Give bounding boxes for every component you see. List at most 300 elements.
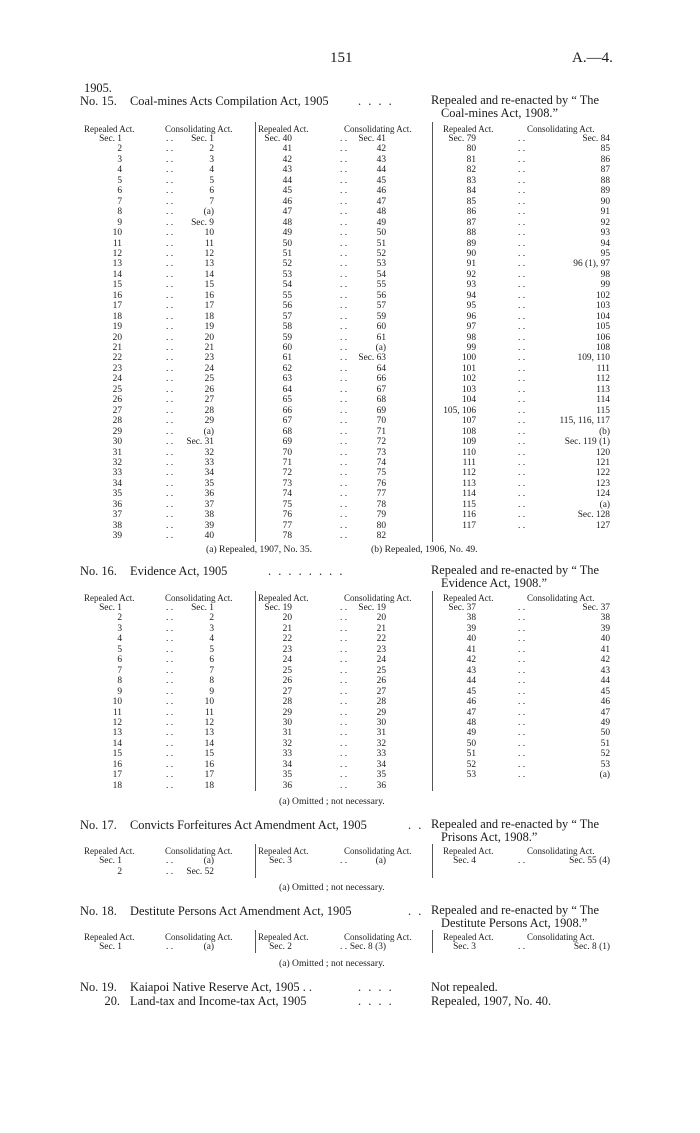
consolidating-section: Sec. 19 [358, 603, 386, 613]
leader-dots: . . [340, 499, 348, 510]
column-divider [255, 591, 256, 791]
consolidating-section: 13 [204, 728, 214, 739]
consolidating-section: 26 [204, 384, 214, 395]
column-divider [255, 122, 256, 542]
repealed-section: 19 [112, 322, 122, 333]
leader-dots: . . [518, 165, 526, 176]
repealed-section: Sec. 1 [99, 603, 122, 613]
leader-dots: . . [166, 301, 174, 312]
leader-dots: . . [518, 207, 526, 218]
leader-dots: . . [340, 603, 348, 613]
repealed-section: 8 [117, 207, 122, 218]
leader-dots: . . [340, 613, 348, 624]
repealed-section: 78 [282, 531, 292, 542]
consolidating-section: 17 [204, 770, 214, 781]
repealed-section: 103 [461, 384, 476, 395]
consolidating-section: 20 [376, 613, 386, 624]
repealed-section: 18 [112, 311, 122, 322]
consolidating-section: 53 [600, 759, 610, 770]
leader-dots: . . [166, 269, 174, 280]
section-18-table [0, 932, 700, 956]
repealed-section: 36 [112, 499, 122, 510]
consolidating-section: 112 [596, 374, 610, 385]
leader-dots: . . [340, 770, 348, 781]
repealed-section: 3 [117, 154, 122, 165]
repealed-section: 9 [117, 217, 122, 228]
leader-dots: . . . . [358, 994, 394, 1008]
section-number: No. 16. [80, 564, 117, 578]
consolidating-section: (a) [599, 499, 610, 510]
consolidating-section: 102 [595, 290, 610, 301]
consolidating-section: 94 [600, 238, 610, 249]
consolidating-section: 60 [376, 322, 386, 333]
consolidating-section: 70 [376, 416, 386, 427]
consolidating-section: 29 [204, 416, 214, 427]
repealed-section: 76 [282, 510, 292, 521]
repealed-section: 30 [112, 437, 122, 448]
section-15-status [431, 94, 599, 120]
repealed-section: 10 [112, 228, 122, 239]
repealed-section: 2 [117, 613, 122, 624]
status-line-2: Evidence Act, 1908.” [441, 576, 547, 590]
repealed-section: 15 [112, 749, 122, 760]
consolidating-section: 106 [595, 332, 610, 343]
column-header-repealed: Repealed Act. [84, 932, 135, 942]
consolidating-section: 39 [204, 520, 214, 531]
consolidating-section: 24 [204, 363, 214, 374]
section-15-table [0, 124, 700, 544]
column-header-repealed: Repealed Act. [443, 932, 494, 942]
repealed-section: 13 [112, 728, 122, 739]
repealed-section: 35 [282, 770, 292, 781]
leader-dots: . . [518, 405, 526, 416]
consolidating-section: 36 [204, 489, 214, 500]
year-label: 1905. [84, 81, 112, 95]
section-17-table [0, 846, 700, 880]
consolidating-section: 27 [376, 686, 386, 697]
leader-dots: . . [166, 363, 174, 374]
leader-dots: . . [166, 697, 174, 708]
status-line-2: Prisons Act, 1908.” [441, 830, 538, 844]
leader-dots: . . [340, 228, 348, 239]
leader-dots: . . [166, 634, 174, 645]
repealed-section: 31 [112, 447, 122, 458]
repealed-section: 31 [282, 728, 292, 739]
column-header-consolidating: Consolidating Act. [344, 593, 412, 603]
consolidating-section: 105 [595, 322, 610, 333]
consolidating-section: 92 [600, 217, 610, 228]
repealed-section: 110 [462, 447, 476, 458]
repealed-section: 50 [282, 238, 292, 249]
consolidating-section: 45 [600, 686, 610, 697]
leader-dots: . . [340, 280, 348, 291]
repealed-section: 70 [282, 447, 292, 458]
leader-dots: . . [518, 384, 526, 395]
repealed-section: 4 [117, 165, 122, 176]
consolidating-section: 52 [376, 248, 386, 259]
leader-dots: . . [340, 217, 348, 228]
repealed-section: 67 [282, 416, 292, 427]
section-19-status: Not repealed. [431, 980, 498, 994]
consolidating-section: (b) [599, 426, 610, 437]
repealed-section: 98 [466, 332, 476, 343]
column-header-repealed: Repealed Act. [84, 124, 135, 134]
repealed-section: Sec. 1 [99, 856, 122, 866]
repealed-section: Sec. 37 [448, 603, 476, 613]
repealed-section: 21 [112, 343, 122, 353]
column-header-consolidating: Consolidating Act. [527, 593, 595, 603]
consolidating-section: 2 [209, 144, 214, 155]
status-line-1: Repealed and re-enacted by “ The [431, 817, 599, 831]
leader-dots: . . [166, 613, 174, 624]
section-16-table [0, 593, 700, 793]
repealed-section: 15 [112, 280, 122, 291]
consolidating-section: 44 [600, 676, 610, 687]
consolidating-section: 75 [376, 468, 386, 479]
leader-dots: . . [166, 374, 174, 385]
consolidating-section: 47 [600, 707, 610, 718]
leader-dots: . . [166, 175, 174, 186]
section-title: Land-tax and Income-tax Act, 1905 [130, 994, 307, 1008]
consolidating-section: 5 [209, 175, 214, 186]
section-number: No. 18. [80, 904, 117, 918]
consolidating-section: 25 [204, 374, 214, 385]
repealed-section: 62 [282, 363, 292, 374]
consolidating-section: 46 [600, 697, 610, 708]
page-number: 151 [330, 50, 353, 66]
consolidating-section: 67 [376, 384, 386, 395]
consolidating-section: 43 [600, 665, 610, 676]
repealed-section: 21 [282, 623, 292, 634]
repealed-section: Sec. 4 [453, 856, 476, 866]
consolidating-section: 103 [595, 301, 610, 312]
leader-dots: . . [340, 363, 348, 374]
repealed-section: 48 [282, 217, 292, 228]
repealed-section: 45 [466, 686, 476, 697]
leader-dots: . . [518, 686, 526, 697]
leader-dots: . . [340, 248, 348, 259]
consolidating-section: 71 [376, 426, 386, 437]
leader-dots: . . [340, 686, 348, 697]
repealed-section: Sec. 3 [269, 856, 292, 866]
leader-dots: . . [518, 437, 526, 448]
repealed-section: 28 [112, 416, 122, 427]
status-line-2: Destitute Persons Act, 1908.” [441, 916, 588, 930]
consolidating-section: 64 [376, 363, 386, 374]
repealed-section: 41 [282, 144, 292, 155]
consolidating-section: 24 [376, 655, 386, 666]
consolidating-section: 120 [595, 447, 610, 458]
repealed-section: 47 [466, 707, 476, 718]
column-divider [255, 844, 256, 878]
leader-dots: . . [518, 728, 526, 739]
consolidating-section: Sec. 37 [582, 603, 610, 613]
leader-dots: . . [518, 269, 526, 280]
consolidating-section: 86 [600, 154, 610, 165]
repealed-section: 95 [466, 301, 476, 312]
repealed-section: 104 [461, 395, 476, 406]
repealed-section: 102 [461, 374, 476, 385]
repealed-section: 66 [282, 405, 292, 416]
consolidating-section: 115 [596, 405, 610, 416]
consolidating-section: 122 [595, 468, 610, 479]
consolidating-section: (a) [203, 942, 214, 952]
repealed-section: 12 [112, 717, 122, 728]
repealed-section: 48 [466, 717, 476, 728]
consolidating-section: 6 [209, 655, 214, 666]
leader-dots: . . [166, 499, 174, 510]
leader-dots: . . [166, 867, 174, 877]
consolidating-section: 33 [204, 457, 214, 468]
repealed-section: 72 [282, 468, 292, 479]
column-header-consolidating: Consolidating Act. [344, 846, 412, 856]
consolidating-section: 45 [376, 175, 386, 186]
consolidating-section: (a) [599, 770, 610, 781]
consolidating-section: 35 [204, 478, 214, 489]
repealed-section: 23 [282, 644, 292, 655]
leader-dots: . . [166, 707, 174, 718]
leader-dots: . . [518, 603, 526, 613]
repealed-section: 9 [117, 686, 122, 697]
section-17-status [431, 818, 599, 844]
leader-dots: . . [340, 707, 348, 718]
repealed-section: 112 [462, 468, 476, 479]
consolidating-section: 28 [204, 405, 214, 416]
leader-dots: . . [340, 644, 348, 655]
leader-dots: . . [166, 728, 174, 739]
consolidating-section: 4 [209, 165, 214, 176]
leader-dots: . . [340, 676, 348, 687]
section-title: Destitute Persons Act Amendment Act, 1905 [130, 904, 352, 918]
repealed-section: 99 [466, 343, 476, 353]
leader-dots: . . [166, 447, 174, 458]
consolidating-section: 98 [600, 269, 610, 280]
repealed-section: 43 [466, 665, 476, 676]
leader-dots: . . [518, 186, 526, 197]
column-divider [432, 591, 433, 791]
repealed-section: 33 [282, 749, 292, 760]
repealed-section: 14 [112, 738, 122, 749]
consolidating-section: 28 [376, 697, 386, 708]
leader-dots: . . [518, 248, 526, 259]
consolidating-section: 20 [204, 332, 214, 343]
consolidating-section: Sec. 128 [577, 510, 610, 521]
consolidating-section: 42 [376, 144, 386, 155]
leader-dots: . . [518, 644, 526, 655]
consolidating-section: 50 [600, 728, 610, 739]
leader-dots: . . [340, 942, 348, 952]
repealed-section: 81 [466, 154, 476, 165]
consolidating-section: 13 [204, 259, 214, 270]
leader-dots: . . [340, 207, 348, 218]
leader-dots: . . [340, 384, 348, 395]
repealed-section: 26 [112, 395, 122, 406]
repealed-section: 7 [117, 665, 122, 676]
repealed-section: 113 [462, 478, 476, 489]
consolidating-section: 78 [376, 499, 386, 510]
repealed-section: 73 [282, 478, 292, 489]
repealed-section: 52 [466, 759, 476, 770]
leader-dots: . . [518, 510, 526, 521]
leader-dots: . . [166, 770, 174, 781]
repealed-section: 2 [117, 867, 122, 877]
consolidating-section: 23 [204, 353, 214, 364]
column-header-repealed: Repealed Act. [84, 846, 135, 856]
leader-dots: . . [340, 301, 348, 312]
section-number: No. 19. [80, 980, 117, 994]
section-title: Kaiapoi Native Reserve Act, 1905 . . [130, 980, 313, 994]
leader-dots: . . [340, 311, 348, 322]
column-divider [432, 930, 433, 953]
consolidating-section: 68 [376, 395, 386, 406]
column-header-repealed: Repealed Act. [258, 846, 309, 856]
repealed-section: 41 [466, 644, 476, 655]
leader-dots: . . [340, 780, 348, 791]
repealed-section: 111 [462, 457, 476, 468]
leader-dots: . . [518, 468, 526, 479]
leader-dots: . . [518, 738, 526, 749]
repealed-section: 3 [117, 623, 122, 634]
consolidating-section: 27 [204, 395, 214, 406]
consolidating-section: 42 [600, 655, 610, 666]
leader-dots: . . [518, 759, 526, 770]
consolidating-section: 11 [204, 238, 214, 249]
consolidating-section: 51 [600, 738, 610, 749]
repealed-section: 29 [282, 707, 292, 718]
repealed-section: 17 [112, 301, 122, 312]
leader-dots: . . [166, 717, 174, 728]
column-header-repealed: Repealed Act. [443, 124, 494, 134]
repealed-section: Sec. 1 [99, 134, 122, 144]
leader-dots: . . [340, 623, 348, 634]
consolidating-section: 91 [600, 207, 610, 218]
repealed-section: 116 [462, 510, 476, 521]
status-line-2: Coal-mines Act, 1908.” [441, 106, 559, 120]
leader-dots: . . [518, 489, 526, 500]
repealed-section: 27 [112, 405, 122, 416]
consolidating-section: (a) [203, 207, 214, 218]
consolidating-section: 41 [600, 644, 610, 655]
repealed-section: 29 [112, 426, 122, 437]
leader-dots: . . [166, 134, 174, 144]
consolidating-section: 54 [376, 269, 386, 280]
leader-dots: . . [166, 531, 174, 542]
consolidating-section: Sec. 9 [191, 217, 214, 228]
column-header-consolidating: Consolidating Act. [165, 593, 233, 603]
consolidating-section: Sec. 55 (4) [569, 856, 610, 866]
leader-dots: . . [518, 416, 526, 427]
consolidating-section: 49 [600, 717, 610, 728]
consolidating-section: 124 [595, 489, 610, 500]
leader-dots: . . [340, 457, 348, 468]
leader-dots: . . [340, 531, 348, 542]
consolidating-section: 44 [376, 165, 386, 176]
section-title: Convicts Forfeitures Act Amendment Act, 1905 [130, 818, 367, 832]
footnote-a: (a) Repealed, 1907, No. 35. [206, 544, 313, 555]
column-header-repealed: Repealed Act. [258, 932, 309, 942]
consolidating-section: 90 [600, 196, 610, 207]
repealed-section: 57 [282, 311, 292, 322]
leader-dots: . . [518, 856, 526, 866]
repealed-section: 11 [112, 707, 122, 718]
repealed-section: 42 [282, 154, 292, 165]
repealed-section: 84 [466, 186, 476, 197]
repealed-section: Sec. 79 [448, 134, 476, 144]
consolidating-section: 109, 110 [577, 353, 610, 364]
leader-dots: . . [518, 665, 526, 676]
leader-dots: . . [518, 697, 526, 708]
leader-dots: . . [340, 478, 348, 489]
repealed-section: 59 [282, 332, 292, 343]
repealed-section: 32 [282, 738, 292, 749]
leader-dots: . . [340, 343, 348, 353]
consolidating-section: 31 [376, 728, 386, 739]
consolidating-section: 127 [595, 520, 610, 531]
repealed-section: 117 [462, 520, 476, 531]
consolidating-section: 123 [595, 478, 610, 489]
repealed-section: 65 [282, 395, 292, 406]
leader-dots: . . [518, 343, 526, 353]
repealed-section: 55 [282, 290, 292, 301]
repealed-section: 45 [282, 186, 292, 197]
repealed-section: 109 [461, 437, 476, 448]
leader-dots: . . [518, 634, 526, 645]
leader-dots: . . [518, 478, 526, 489]
repealed-section: 49 [466, 728, 476, 739]
consolidating-section: 47 [376, 196, 386, 207]
leader-dots: . . [518, 749, 526, 760]
leader-dots: . . [166, 248, 174, 259]
repealed-section: 26 [282, 676, 292, 687]
leader-dots: . . . . [358, 980, 394, 994]
repealed-section: 100 [461, 353, 476, 364]
repealed-section: 38 [466, 613, 476, 624]
section-number: 20. [104, 994, 120, 1008]
repealed-section: 23 [112, 363, 122, 374]
consolidating-section: 72 [376, 437, 386, 448]
column-header-consolidating: Consolidating Act. [165, 124, 233, 134]
repealed-section: 5 [117, 644, 122, 655]
consolidating-section: 9 [209, 686, 214, 697]
leader-dots: . . [340, 510, 348, 521]
leader-dots: . . [340, 154, 348, 165]
consolidating-section: (a) [203, 856, 214, 866]
repealed-section: 43 [282, 165, 292, 176]
leader-dots: . . [340, 165, 348, 176]
column-header-consolidating: Consolidating Act. [344, 932, 412, 942]
leader-dots: . . [166, 676, 174, 687]
repealed-section: 89 [466, 238, 476, 249]
leader-dots: . . [340, 697, 348, 708]
leader-dots: . . [340, 353, 348, 364]
repealed-section: 8 [117, 676, 122, 687]
column-header-consolidating: Consolidating Act. [165, 846, 233, 856]
repealed-section: 60 [282, 343, 292, 353]
repealed-section: 69 [282, 437, 292, 448]
repealed-section: 2 [117, 144, 122, 155]
consolidating-section: 99 [600, 280, 610, 291]
consolidating-section: Sec. 52 [186, 867, 214, 877]
leader-dots: . . [166, 353, 174, 364]
consolidating-section: Sec. 8 (3) [349, 942, 386, 952]
status-line-1: Repealed and re-enacted by “ The [431, 93, 599, 107]
leader-dots: . . [340, 144, 348, 155]
repealed-section: Sec. 19 [264, 603, 292, 613]
consolidating-section: 32 [376, 738, 386, 749]
consolidating-section: 43 [376, 154, 386, 165]
consolidating-section: 33 [376, 749, 386, 760]
consolidating-section: 7 [209, 665, 214, 676]
